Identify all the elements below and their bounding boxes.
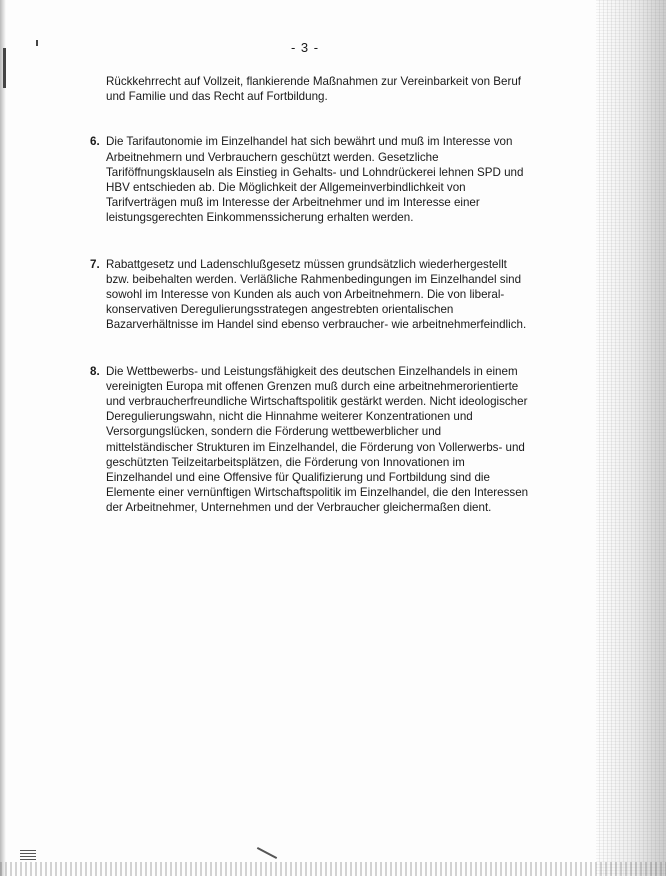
item-number: 6.	[90, 135, 100, 149]
document-body	[90, 74, 530, 547]
page-number: - 3 -	[290, 40, 320, 55]
item-number: 8.	[90, 364, 100, 378]
scan-mark	[20, 848, 36, 860]
item-text: Die Tarifautonomie im Einzelhandel hat sich bewährt und muß im Interesse von Arbeitnehmern und Verbrauchern geschützt werden. Gesetzliche Tariföffnungsklauseln als Einstieg in Gehalts- und Lohndrückerei lehnen SPD und HBV entschieden ab. Die Möglichkeit der Allgemeinverbindlichkeit von Tarifverträgen muß im Interesse der Arbeitnehmer und im Interesse einer leistungsgerechten Einkommenssicherung erhalten werden.	[106, 135, 524, 225]
scan-edge-bottom	[0, 862, 666, 876]
item-text: Die Wettbewerbs- und Leistungsfähigkeit des deutschen Einzelhandels in einem vereinigten Europa mit offenen Grenzen muß durch eine arbeitnehmerorientierte und verbraucherfreundliche Wirtschaftspolitik gestärkt werden. Nicht ideologischer Deregulierungswahn, nicht die Hinnahme weiterer Konzentrationen und Versorgungslücken, sondern die Förderung wettbewerblicher und mittelständischer Strukturen im Einzelhandel, die Förderung von Vollerwerbs- und geschützten Teilzeitarbeitsplätzen, die Förderung von Innovationen im Einzelhandel und eine Offensive für Qualifizierung und Fortbildung sind die Elemente einer vernünftigen Wirtschaftspolitik im Einzelhandel, die den Interessen der Arbeitnehmer, Unternehmen und der Verbraucher gleichermaßen dient.	[106, 364, 529, 515]
scan-noise-right	[596, 0, 666, 876]
list-item	[90, 364, 530, 516]
list-item	[90, 134, 530, 225]
item-number: 7.	[90, 257, 100, 271]
list-item	[90, 257, 530, 333]
scan-edge-left	[0, 0, 6, 876]
item-text: Rabattgesetz und Ladenschlußgesetz müssen grundsätzlich wiederhergestellt bzw. beibehalten werden. Verläßliche Rahmenbedingungen im Einzelhandel sind sowohl im Interesse von Kunden als auch von Arbeitnehmern. Die von liberal-konservativen Deregulierungsstrategen angestrebten orientalischen Bazarverhältnisse im Handel sind ebenso verbraucher- wie arbeitnehmerfeindlich.	[106, 257, 527, 332]
scan-mark	[257, 847, 277, 859]
continuation-paragraph: Rückkehrrecht auf Vollzeit, flankierende Maßnahmen zur Vereinbarkeit von Beruf und Familie und das Recht auf Fortbildung.	[106, 75, 522, 104]
